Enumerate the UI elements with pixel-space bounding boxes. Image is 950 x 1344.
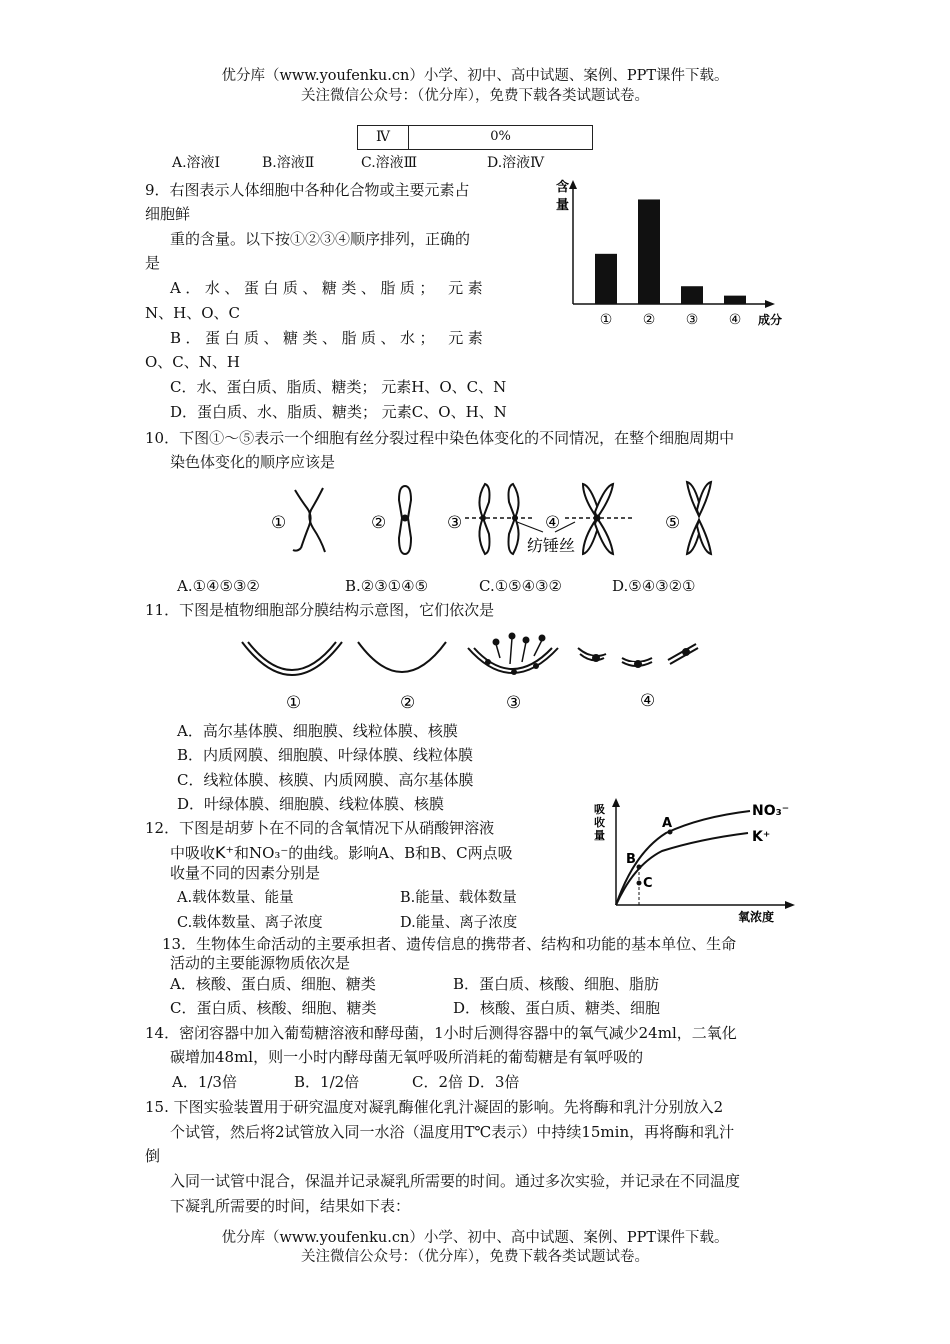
- q13-option-c: C．蛋白质、核酸、细胞、糖类: [170, 999, 377, 1017]
- chart-category-label-3: ③: [685, 312, 699, 328]
- q12-stem-2b: 和NO₃⁻的曲线。影响A、B和B、C两点吸: [233, 844, 513, 862]
- solution-table-row: [357, 125, 593, 150]
- q10-chromosome-figure: [265, 478, 725, 563]
- fig11-label-4: ④: [640, 691, 656, 711]
- graph-ylabel-2: 收: [594, 816, 605, 829]
- q9-option-a: A．水、蛋白质、糖类、脂质； 元素: [170, 279, 488, 297]
- q9-bar-chart: [540, 175, 800, 330]
- chromosome-2: [399, 486, 411, 554]
- q10-option-c: C.①⑤④③②: [479, 577, 562, 595]
- chart-ylabel-1: 含: [556, 180, 570, 195]
- q10-stem-1: 10．下图①～⑤表示一个细胞有丝分裂过程中染色体变化的不同情况，在整个细胞周期中: [145, 429, 735, 447]
- graph-label-b: B: [626, 852, 636, 867]
- q12-option-a: A.载体数量、能量: [177, 890, 294, 906]
- q11-option-d: D．叶绿体膜、细胞膜、线粒体膜、核膜: [177, 795, 445, 813]
- q8-option-c: C.溶液Ⅲ: [361, 155, 418, 171]
- q9-option-a-elements: N、H、O、C: [145, 304, 240, 322]
- fig11-label-1: ①: [286, 693, 302, 713]
- footer-line-2: 关注微信公众号：（优分库），免费下载各类试题试卷。: [301, 1249, 649, 1265]
- q12-stem-3: 收量不同的因素分别是: [170, 864, 321, 882]
- graph-curve-k: [616, 833, 748, 905]
- q9-option-b: B．蛋白质、糖类、脂质、水； 元素: [170, 329, 488, 347]
- q12-stem-2a: 中吸收: [170, 844, 216, 862]
- q14-option-a: A．1/3倍: [172, 1073, 237, 1091]
- graph-y-arrow: [612, 798, 620, 807]
- q10-stem-2: 染色体变化的顺序应该是: [170, 453, 336, 471]
- q12-stem-1: 12．下图是胡萝卜在不同的含氧情况下从硝酸钾溶液: [145, 819, 495, 837]
- q9-option-c: C．水、蛋白质、脂质、糖类； 元素H、O、C、N: [170, 378, 507, 396]
- q12-absorption-graph: [590, 795, 805, 925]
- q15-line-2: 个试管，然后将2试管放入同一水浴（温度用T℃表示）中持续15min，再将酶和乳汁: [170, 1123, 735, 1141]
- graph-xlabel: 氧浓度: [738, 910, 775, 924]
- graph-label-c: C: [643, 876, 653, 891]
- q13-stem-1: 13．生物体生命活动的主要承担者、遗传信息的携带者、结构和功能的基本单位、生命: [162, 935, 737, 953]
- chart-bar-4: [724, 296, 746, 304]
- centromere-3b: [512, 515, 518, 521]
- chart-bar-1: [595, 254, 617, 304]
- q14-stem-1: 14．密闭容器中加入葡萄糖溶液和酵母菌，1小时后测得容器中的氧气减少24ml，二氧化: [145, 1024, 737, 1042]
- chart-category-label-4: ④: [728, 312, 742, 328]
- q9-stem-4: 是: [145, 254, 161, 272]
- fig10-label-5: ⑤: [665, 513, 681, 533]
- chart-xlabel: 成分: [758, 313, 783, 327]
- footer-line-1: 优分库（www.youfenku.cn）小学、初中、高中试题、案例、PPT课件下载。: [221, 1230, 729, 1246]
- graph-curve-no3: [616, 811, 750, 905]
- q10-option-d: D.⑤④③②①: [612, 577, 696, 595]
- fig10-label-2: ②: [371, 513, 387, 533]
- q13-option-a: A．核酸、蛋白质、细胞、糖类: [170, 975, 376, 993]
- q15-line-1: 15. 下图实验装置用于研究温度对凝乳酶催化乳汁凝固的影响。先将酶和乳汁分别放入2: [145, 1098, 724, 1116]
- graph-ylabel-3: 量: [594, 829, 605, 842]
- q13-stem-2: 活动的主要能源物质依次是: [170, 954, 351, 972]
- q12-k-ion: K⁺: [215, 843, 234, 862]
- centromere-3a: [480, 515, 486, 521]
- chart-ylabel-2: 量: [556, 198, 570, 213]
- q13-option-b: B．蛋白质、核酸、细胞、脂肪: [453, 975, 660, 993]
- q12-option-d: D.能量、离子浓度: [400, 915, 518, 931]
- membrane-4: [578, 644, 698, 667]
- chart-x-arrow: [765, 300, 775, 308]
- chart-bar-3: [681, 286, 703, 304]
- q10-option-b: B.②③①④⑤: [345, 577, 429, 595]
- chart-bar-2: [638, 199, 660, 304]
- fig10-label-4: ④: [545, 513, 561, 533]
- membrane-3: [468, 633, 558, 676]
- q10-option-a: A.①④⑤③②: [177, 577, 260, 595]
- table-row-value: 0%: [490, 129, 511, 144]
- chart-y-arrow: [569, 180, 577, 189]
- chromosome-5: [687, 482, 711, 554]
- graph-label-no3: NO₃⁻: [752, 803, 790, 819]
- centromere-4: [594, 515, 601, 522]
- q8-option-b: B.溶液Ⅱ: [262, 155, 315, 171]
- q9-stem-3: 重的含量。以下按①②③④顺序排列，正确的: [170, 230, 471, 248]
- header-line-1: 优分库（www.youfenku.cn）小学、初中、高中试题、案例、PPT课件下载。: [221, 68, 729, 84]
- graph-ylabel-1: 吸: [594, 803, 605, 816]
- q14-option-cd: C．2倍 D．3倍: [412, 1073, 520, 1091]
- graph-label-k: K⁺: [752, 829, 771, 845]
- graph-x-arrow: [785, 901, 795, 909]
- table-row-label: Ⅳ: [358, 126, 409, 149]
- membrane-2: [358, 642, 446, 672]
- q11-membrane-figure: [230, 628, 720, 714]
- q15-line-4: 入同一试管中混合，保温并记录凝乳所需要的时间。通过多次实验，并记录在不同温度: [170, 1172, 741, 1190]
- q12-option-c: C.载体数量、离子浓度: [177, 915, 323, 931]
- chart-category-label-1: ①: [599, 312, 613, 328]
- q9-option-d: D．蛋白质、水、脂质、糖类； 元素C、O、H、N: [170, 403, 507, 421]
- header-line-2: 关注微信公众号：（优分库），免费下载各类试题试卷。: [301, 88, 649, 104]
- q8-option-d: D.溶液Ⅳ: [487, 155, 545, 171]
- q14-option-b: B．1/2倍: [294, 1073, 360, 1091]
- q12-stem-2: [170, 843, 513, 863]
- fig10-label-3: ③: [447, 513, 463, 533]
- chart-category-label-2: ②: [642, 312, 656, 328]
- q9-stem-1: 9．右图表示人体细胞中各种化合物或主要元素占: [145, 181, 470, 199]
- q9-stem-2: 细胞鲜: [145, 205, 191, 223]
- q11-option-a: A．高尔基体膜、细胞膜、线粒体膜、核膜: [177, 722, 458, 740]
- q11-option-b: B．内质网膜、细胞膜、叶绿体膜、线粒体膜: [177, 746, 474, 764]
- q12-option-b: B.能量、载体数量: [400, 890, 517, 906]
- fig11-label-2: ②: [400, 693, 416, 713]
- membrane-1: [242, 642, 342, 675]
- graph-label-a: A: [662, 816, 673, 831]
- q15-line-3: 倒: [145, 1147, 161, 1165]
- q15-line-5: 下凝乳所需要的时间，结果如下表：: [170, 1197, 411, 1215]
- q11-stem: 11．下图是植物细胞部分膜结构示意图，它们依次是: [145, 601, 495, 619]
- q8-option-a: A.溶液Ⅰ: [172, 155, 221, 171]
- q13-option-d: D．核酸、蛋白质、糖类、细胞: [453, 999, 661, 1017]
- q14-stem-2: 碳增加48ml，则一小时内酵母菌无氧呼吸所消耗的葡萄糖是有氧呼吸的: [170, 1048, 644, 1066]
- fig10-label-1: ①: [271, 513, 287, 533]
- fig11-label-3: ③: [506, 693, 522, 713]
- fig10-spindle-label: 纺锤丝: [527, 536, 576, 555]
- chromosome-1: [293, 488, 325, 552]
- q9-option-b-elements: O、C、N、H: [145, 353, 240, 371]
- q11-option-c: C．线粒体膜、核膜、内质网膜、高尔基体膜: [177, 771, 474, 789]
